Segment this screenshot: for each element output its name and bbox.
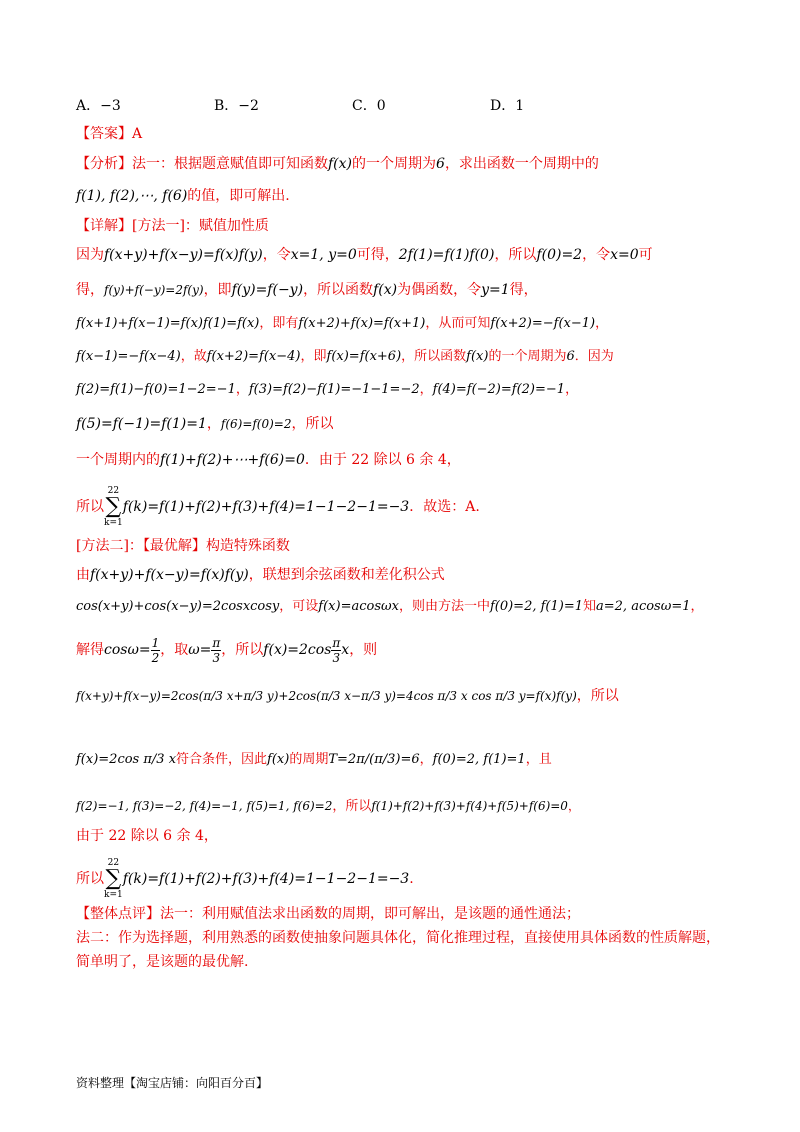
answer-label: 【答案】	[76, 126, 132, 142]
method2-line-6: f(2)=−1, f(3)=−2, f(4)=−1, f(5)=1, f(6)=2，所以f(1)+f(2)+f(3)+f(4)+f(5)+f(6)=0，	[76, 799, 580, 814]
detail-line-2: 得，f(y)+f(−y)=2f(y)，即f(y)=f(−y)，所以函数f(x)为偶函数，令y=1得，	[76, 282, 538, 298]
method2-line-7: 由于 22 除以 6 余 4，	[76, 828, 218, 844]
fraction-pi-over-3: $\frac{\pi}{3}$	[332, 635, 341, 665]
answer-line	[76, 124, 740, 144]
method2-line-3: 解得cosω= $\frac{1}{2}$ ，取ω= $\frac{\pi}{3}$ ，所以f(x)=2cos $\frac{\pi}{3}$ x，则	[76, 635, 378, 665]
option-b: B．−2	[214, 98, 259, 114]
detail-label: 【详解】	[76, 218, 132, 234]
method2-line-4: f(x+y)+f(x−y)=2cos(π/3 x+π/3 y)+2cos(π/3 x−π/3 y)=4cos π/3 x cos π/3 y=f(x)f(y)，所以	[76, 688, 619, 704]
detail-line-7: 一个周期内的f(1)+f(2)+⋯+f(6)=0．由于 22 除以 6 余 4，	[76, 452, 461, 468]
method2-line-2: cos(x+y)+cos(x−y)=2cosxcosy，可设f(x)=acosωx，则由方法一中f(0)=2, f(1)=1知a=2, acosω=1，	[76, 599, 704, 614]
option-d: D．1	[490, 98, 525, 114]
analysis-label: 【分析】	[76, 156, 132, 172]
option-a: A．−3	[76, 98, 121, 114]
method2-title: [方法二]：【最优解】构造特殊函数	[76, 538, 290, 554]
page-footer: 资料整理【淘宝店铺：向阳百分百】	[76, 1076, 269, 1090]
review-line-1: 【整体点评】法一：利用赋值法求出函数的周期，即可解出，是该题的通性通法；	[76, 906, 580, 922]
option-c: C．0	[352, 98, 386, 114]
review-line-2: 法二：作为选择题，利用熟悉的函数使抽象问题具体化，简化推理过程，直接使用具体函数的性质解题，	[76, 930, 720, 946]
method2-line-1: 由f(x+y)+f(x−y)=f(x)f(y)，联想到余弦函数和差化积公式	[76, 567, 445, 583]
fraction-pi-over-3: $\frac{\pi}{3}$	[212, 635, 221, 665]
method2-line-5: f(x)=2cos π/3 x符合条件，因此f(x)的周期T=2π/(π/3)=6，f(0)=2, f(1)=1，且	[76, 752, 552, 767]
detail-line-8: 所以22 ∑ k=1f(k)=f(1)+f(2)+f(3)+f(4)=1−1−2−1=−3．故选：A.	[76, 486, 480, 528]
detail-line-4: f(x−1)=−f(x−4)，故f(x+2)=f(x−4)，即f(x)=f(x+6)，所以函数f(x)的一个周期为6．因为	[76, 349, 614, 364]
fraction-one-half: $\frac{1}{2}$	[151, 635, 160, 665]
detail-line-3: f(x+1)+f(x−1)=f(x)f(1)=f(x)，即有f(x+2)+f(x)=f(x+1)，从而可知f(x+2)=−f(x−1)，	[76, 316, 609, 331]
analysis-line-1: 【分析】法一：根据题意赋值即可知函数f(x)的一个周期为6，求出函数一个周期中的	[76, 156, 599, 172]
detail-line-1: 因为f(x+y)+f(x−y)=f(x)f(y)，令x=1, y=0可得，2f(1)=f(1)f(0)，所以f(0)=2，令x=0可	[76, 247, 653, 263]
detail-line-6: f(5)=f(−1)=f(1)=1，f(6)=f(0)=2，所以	[76, 416, 334, 432]
detail-line-5: f(2)=f(1)−f(0)=1−2=−1，f(3)=f(2)−f(1)=−1−1=−2，f(4)=f(−2)=f(2)=−1，	[76, 382, 579, 397]
answer-value: A	[132, 126, 143, 142]
summation-sign: 22 ∑ k=1	[104, 858, 123, 900]
review-label: 【整体点评】	[76, 906, 160, 922]
detail-title: 【详解】[方法一]：赋值加性质	[76, 218, 269, 234]
analysis-line-2: f(1), f(2),⋯, f(6)的值，即可解出.	[76, 188, 290, 204]
summation-sign: 22 ∑ k=1	[104, 486, 123, 528]
review-line-3: 简单明了，是该题的最优解.	[76, 954, 249, 970]
method2-line-8: 所以22 ∑ k=1f(k)=f(1)+f(2)+f(3)+f(4)=1−1−2−1=−3.	[76, 858, 414, 900]
